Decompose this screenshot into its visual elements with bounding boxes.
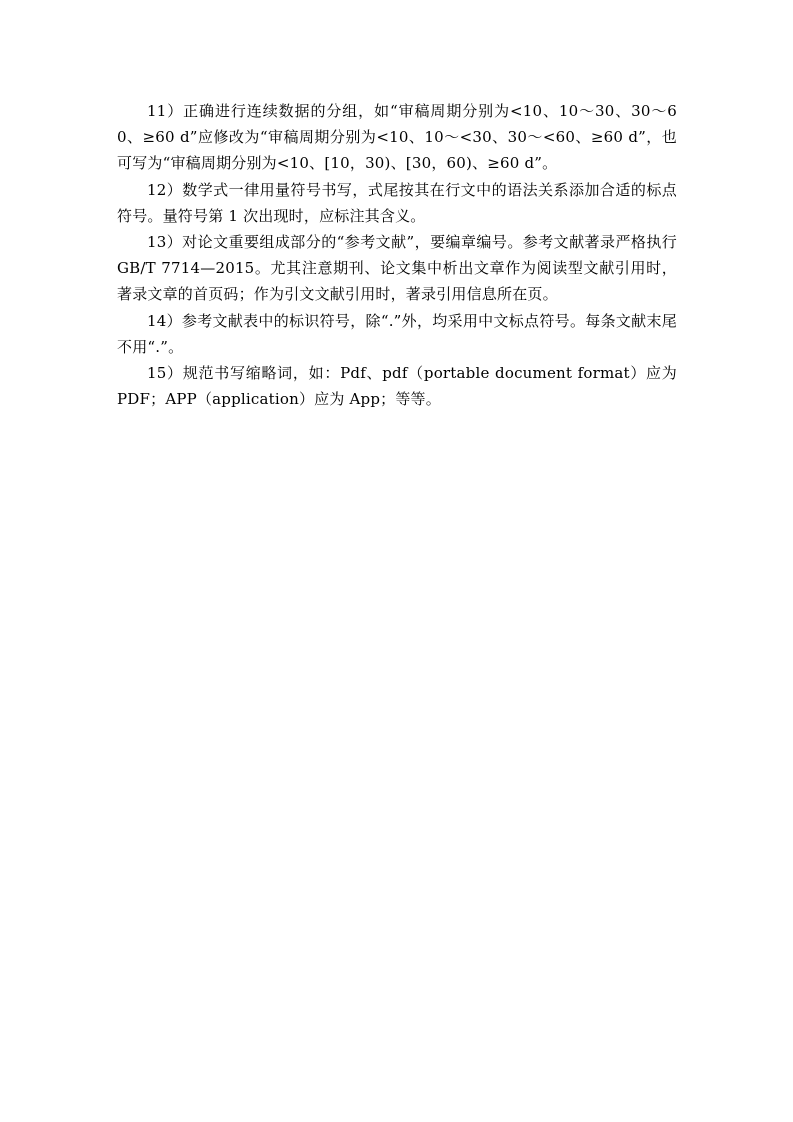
paragraph-item-13: 13）对论文重要组成部分的“参考文献”，要编章编号。参考文献著录严格执行 GB/T 7714—2015。尤其注意期刊、论文集中析出文章作为阅读型文献引用时，著录文章的首页码；作为引文文献引用时，著录引用信息所在页。 [117, 233, 677, 304]
paragraph-item-12: 12）数学式一律用量符号书写，式尾按其在行文中的语法关系添加合适的标点符号。量符号第 1 次出现时，应标注其含义。 [117, 180, 677, 225]
paragraph-item-11: 11）正确进行连续数据的分组，如“审稿周期分别为<10、10～30、30～60、≥60 d”应修改为“审稿周期分别为<10、10～<30、30～<60、≥60 d”，也可写为“审稿周期分别为<10、[10，30)、[30，60)、≥60 d”。 [117, 102, 677, 173]
paragraph-item-15: 15）规范书写缩略词，如：Pdf、pdf（portable document format）应为 PDF；APP（application）应为 App；等等。 [117, 364, 677, 409]
document-body [117, 98, 677, 412]
paragraph-item-14: 14）参考文献表中的标识符号，除“.”外，均采用中文标点符号。每条文献末尾不用“.”。 [117, 311, 677, 356]
